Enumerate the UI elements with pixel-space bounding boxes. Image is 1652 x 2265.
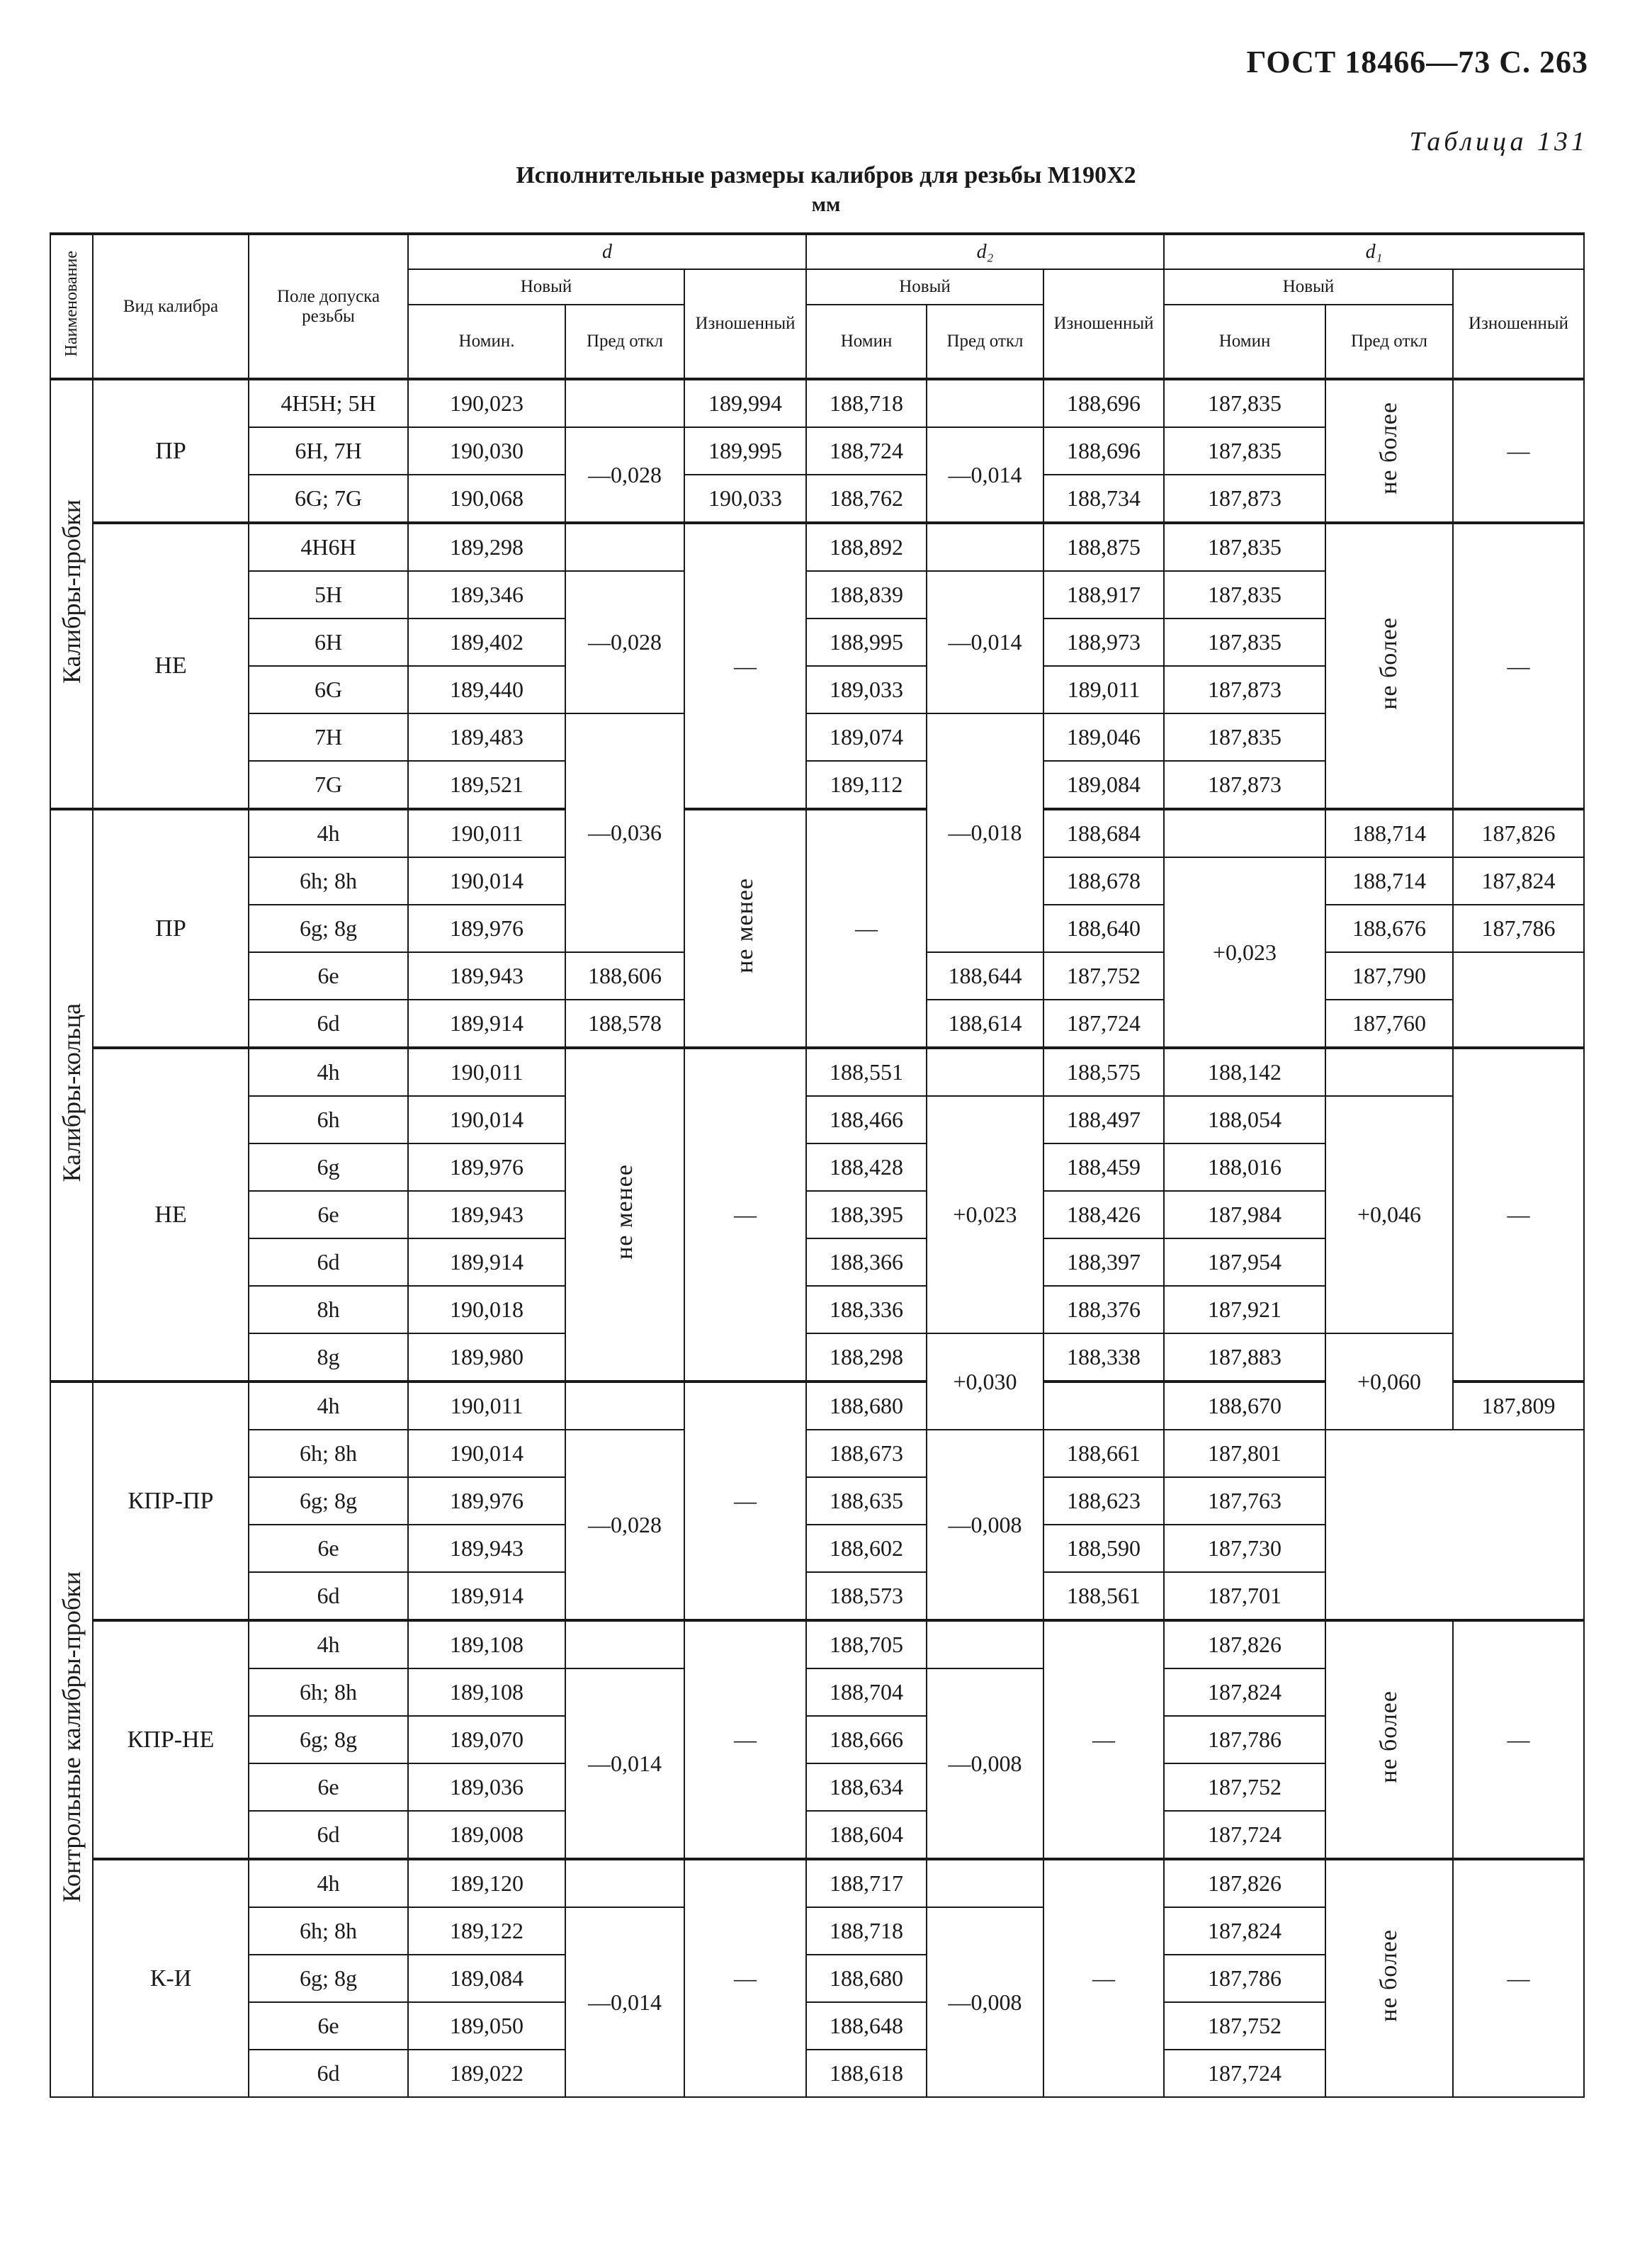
d2-deviation xyxy=(927,1048,1043,1096)
gauge-kind: ПР xyxy=(93,379,249,523)
group-name xyxy=(50,809,93,1382)
table-row xyxy=(50,1859,1584,1907)
d2-worn: 188,973 xyxy=(1043,619,1164,666)
d1-worn: 187,790 xyxy=(1325,952,1453,1000)
d1-nominal: 187,835 xyxy=(1164,571,1325,619)
d-worn: — xyxy=(684,1620,806,1859)
d1-note xyxy=(1325,1620,1453,1859)
d2-worn: 188,696 xyxy=(1043,379,1164,427)
d2-worn: — xyxy=(1043,1620,1164,1859)
d2-nominal: 188,298 xyxy=(806,1333,927,1382)
d2-worn: 188,714 xyxy=(1325,857,1453,905)
d2-nominal: 188,573 xyxy=(806,1572,927,1620)
d1-nominal: 187,824 xyxy=(1453,857,1584,905)
d2-deviation: —0,008 xyxy=(927,1907,1043,2097)
header-d1-new: Новый xyxy=(1164,269,1453,305)
d1-nominal: 187,824 xyxy=(1164,1668,1325,1716)
d1-nominal: 187,835 xyxy=(1164,713,1325,761)
table-row xyxy=(50,379,1584,427)
d2-deviation: —0,018 xyxy=(927,713,1043,952)
tolerance-field: 6Н, 7Н xyxy=(249,427,408,475)
d2-deviation xyxy=(1164,809,1325,857)
d-nominal: 189,050 xyxy=(408,2002,565,2050)
table-unit: мм xyxy=(811,193,841,216)
d-worn: 190,033 xyxy=(684,475,806,523)
d1-worn: — xyxy=(1453,1859,1584,2097)
d1-nominal: 187,786 xyxy=(1164,1955,1325,2002)
gauge-kind: КПР-НЕ xyxy=(93,1620,249,1859)
d-deviation: —0,036 xyxy=(565,713,684,952)
d-nominal: 189,108 xyxy=(408,1668,565,1716)
header-d-new: Новый xyxy=(408,269,684,305)
d-nominal: 190,014 xyxy=(408,1430,565,1477)
d-nominal: 189,914 xyxy=(408,1572,565,1620)
d2-nominal: 188,673 xyxy=(806,1430,927,1477)
table-row xyxy=(50,809,1584,857)
d2-worn: 188,426 xyxy=(1043,1191,1164,1238)
d1-worn: 187,760 xyxy=(1325,1000,1453,1048)
group-name xyxy=(50,379,93,809)
table-row xyxy=(50,523,1584,571)
tolerance-field: 6g; 8g xyxy=(249,1716,408,1763)
d1-nominal: 187,954 xyxy=(1164,1238,1325,1286)
d-deviation: —0,014 xyxy=(565,1668,684,1859)
d2-worn: 188,670 xyxy=(1164,1382,1325,1430)
d2-worn: 189,084 xyxy=(1043,761,1164,809)
tolerance-field: 4h xyxy=(249,1048,408,1096)
tolerance-field: 4Н6Н xyxy=(249,523,408,571)
d-nominal: 189,402 xyxy=(408,619,565,666)
d2-nominal: 189,074 xyxy=(806,713,927,761)
gauge-kind: КПР-ПР xyxy=(93,1382,249,1620)
d-nominal: 189,120 xyxy=(408,1859,565,1907)
d2-worn: 188,875 xyxy=(1043,523,1164,571)
tolerance-field: 6e xyxy=(249,2002,408,2050)
d-nominal: 190,030 xyxy=(408,427,565,475)
d-nominal: 190,014 xyxy=(408,1096,565,1143)
d-worn: — xyxy=(684,1859,806,2097)
d2-nominal: 188,680 xyxy=(806,1955,927,2002)
d2-worn: 188,561 xyxy=(1043,1572,1164,1620)
d2-worn: 188,734 xyxy=(1043,475,1164,523)
group-name xyxy=(50,1382,93,2097)
d1-nominal: 187,752 xyxy=(1164,2002,1325,2050)
d2-worn: 188,497 xyxy=(1043,1096,1164,1143)
d2-worn: 188,661 xyxy=(1043,1430,1164,1477)
d1-nominal: 187,724 xyxy=(1043,1000,1164,1048)
tolerance-field: 6h; 8h xyxy=(249,1430,408,1477)
d2-worn: 188,590 xyxy=(1043,1525,1164,1572)
table-row xyxy=(50,1620,1584,1668)
d-worn: — xyxy=(684,523,806,809)
header-d-nominal: Номин. xyxy=(408,305,565,379)
header-d1: d₁ xyxy=(1164,234,1584,269)
d1-nominal: 187,835 xyxy=(1164,379,1325,427)
d-note xyxy=(565,1048,684,1382)
header-d2-nominal: Номин xyxy=(806,305,927,379)
d1-note xyxy=(1325,523,1453,809)
d1-nominal: 188,016 xyxy=(1164,1143,1325,1191)
d2-deviation: +0,023 xyxy=(1164,857,1325,1048)
d2-nominal: 188,680 xyxy=(806,1382,927,1430)
tolerance-field: 6g; 8g xyxy=(249,1477,408,1525)
gauge-kind: НЕ xyxy=(93,523,249,809)
d1-worn: — xyxy=(1453,1048,1584,1382)
d1-nominal: 187,763 xyxy=(1164,1477,1325,1525)
tolerance-field: 6h; 8h xyxy=(249,857,408,905)
d2-nominal: 188,466 xyxy=(806,1096,927,1143)
d2-worn: 188,644 xyxy=(927,952,1043,1000)
group-name-label: Контрольные калибры-пробки xyxy=(57,1571,86,1903)
d-deviation: —0,028 xyxy=(565,427,684,523)
d1-nominal: 187,730 xyxy=(1164,1525,1325,1572)
d2-worn: 188,696 xyxy=(1043,427,1164,475)
d2-deviation: —0,008 xyxy=(927,1668,1043,1859)
d2-nominal: 188,395 xyxy=(806,1191,927,1238)
d-nominal: 189,914 xyxy=(408,1000,565,1048)
gauge-kind: К-И xyxy=(93,1859,249,2097)
tolerance-field: 6e xyxy=(249,1525,408,1572)
d1-deviation: +0,060 xyxy=(1325,1333,1453,1430)
d1-nominal: 187,883 xyxy=(1164,1333,1325,1382)
tolerance-field: 6d xyxy=(249,1238,408,1286)
d1-nominal: 187,873 xyxy=(1164,475,1325,523)
table-number: Таблица 131 xyxy=(1409,127,1588,157)
d1-nominal: 187,826 xyxy=(1164,1620,1325,1668)
d2-nominal: 188,618 xyxy=(806,2050,927,2097)
table-row xyxy=(50,1096,1584,1143)
gauge-kind: НЕ xyxy=(93,1048,249,1382)
header-d2: d₂ xyxy=(806,234,1164,269)
d-note-label: не менее xyxy=(732,878,758,973)
d1-note-label: не более xyxy=(1376,616,1403,710)
d-nominal: 189,036 xyxy=(408,1763,565,1811)
header-kind: Вид калибра xyxy=(93,234,249,379)
d2-nominal: 188,718 xyxy=(806,1907,927,1955)
tolerance-field: 6G; 7G xyxy=(249,475,408,523)
tolerance-field: 6e xyxy=(249,1191,408,1238)
d2-nominal: 188,578 xyxy=(565,1000,684,1048)
d2-nominal: 188,678 xyxy=(1043,857,1164,905)
d1-nominal: 187,873 xyxy=(1164,761,1325,809)
d2-worn: 188,917 xyxy=(1043,571,1164,619)
d1-nominal: 187,984 xyxy=(1164,1191,1325,1238)
d-nominal: 189,298 xyxy=(408,523,565,571)
header-d2-deviation: Пред откл xyxy=(927,305,1043,379)
tolerance-field: 8h xyxy=(249,1286,408,1333)
d-note xyxy=(684,809,806,1048)
d-worn: — xyxy=(684,1382,806,1620)
tolerance-field: 4h xyxy=(249,1382,408,1430)
tolerance-field: 4h xyxy=(249,1859,408,1907)
d2-nominal: 188,428 xyxy=(806,1143,927,1191)
d2-deviation: —0,014 xyxy=(927,571,1043,713)
d1-nominal: 187,801 xyxy=(1164,1430,1325,1477)
d-nominal: 189,914 xyxy=(408,1238,565,1286)
d2-nominal: 188,336 xyxy=(806,1286,927,1333)
d2-nominal: 188,724 xyxy=(806,427,927,475)
header-d1-deviation: Пред откл xyxy=(1325,305,1453,379)
d2-deviation: +0,023 xyxy=(927,1096,1043,1333)
d-worn: 189,994 xyxy=(684,379,806,427)
group-name-label: Калибры-кольца xyxy=(57,1002,86,1182)
d1-nominal: 187,824 xyxy=(1164,1907,1325,1955)
d-worn: — xyxy=(806,809,927,1048)
d1-nominal: 187,752 xyxy=(1164,1763,1325,1811)
d-nominal: 189,943 xyxy=(408,1191,565,1238)
d1-nominal: 187,835 xyxy=(1164,619,1325,666)
d1-note-label: не более xyxy=(1376,1690,1403,1783)
table-row xyxy=(50,1525,1584,1572)
d2-deviation xyxy=(927,379,1043,427)
tolerance-field: 6g xyxy=(249,1143,408,1191)
d2-nominal: 188,366 xyxy=(806,1238,927,1286)
d2-deviation: +0,030 xyxy=(927,1333,1043,1430)
d-nominal: 190,011 xyxy=(408,809,565,857)
d-nominal: 189,943 xyxy=(408,1525,565,1572)
d2-worn: 188,376 xyxy=(1043,1286,1164,1333)
d-nominal: 189,084 xyxy=(408,1955,565,2002)
d-nominal: 189,980 xyxy=(408,1333,565,1382)
tolerance-field: 7Н xyxy=(249,713,408,761)
tolerance-field: 5Н xyxy=(249,571,408,619)
d2-worn: 189,011 xyxy=(1043,666,1164,713)
d2-nominal: 188,684 xyxy=(1043,809,1164,857)
d-nominal: 190,011 xyxy=(408,1382,565,1430)
d2-deviation xyxy=(927,1620,1043,1668)
tolerance-field: 6G xyxy=(249,666,408,713)
d2-worn: 188,575 xyxy=(1043,1048,1164,1096)
tolerance-field: 6d xyxy=(249,2050,408,2097)
d2-nominal: 188,606 xyxy=(565,952,684,1000)
d1-nominal: 187,835 xyxy=(1164,427,1325,475)
d2-deviation: —0,014 xyxy=(927,427,1043,523)
d1-nominal: 187,786 xyxy=(1164,1716,1325,1763)
d1-note xyxy=(1325,379,1453,523)
table-row xyxy=(50,1477,1584,1525)
d-nominal: 189,976 xyxy=(408,1477,565,1525)
header-d1-nominal: Номин xyxy=(1164,305,1325,379)
d2-nominal: 188,717 xyxy=(806,1859,927,1907)
header-d2-new: Новый xyxy=(806,269,1043,305)
table-row xyxy=(50,1333,1584,1382)
d1-note-label: не более xyxy=(1376,1929,1403,2022)
d2-nominal: 188,640 xyxy=(1043,905,1164,952)
d-note-label: не менее xyxy=(611,1164,638,1260)
d-deviation: —0,028 xyxy=(565,1430,684,1620)
d2-nominal: 188,718 xyxy=(806,379,927,427)
d2-nominal: 188,666 xyxy=(806,1716,927,1763)
table-caption: Исполнительные размеры калибров для резьбы М190Х2 xyxy=(516,162,1136,188)
tolerance-field: 6h xyxy=(249,1096,408,1143)
d-nominal: 189,521 xyxy=(408,761,565,809)
group-name-label: Калибры-пробки xyxy=(57,499,86,684)
d-deviation xyxy=(565,1859,684,1907)
d1-nominal: 187,786 xyxy=(1453,905,1584,952)
d2-worn: 188,614 xyxy=(927,1000,1043,1048)
d1-nominal: 187,921 xyxy=(1164,1286,1325,1333)
d2-nominal: 189,033 xyxy=(806,666,927,713)
d2-nominal: 188,634 xyxy=(806,1763,927,1811)
header-name: Наименование xyxy=(50,234,93,379)
d2-worn: 189,046 xyxy=(1043,713,1164,761)
d2-deviation xyxy=(927,523,1043,571)
header-tolerance: Поле допуска резьбы xyxy=(249,234,408,379)
d-nominal: 190,011 xyxy=(408,1048,565,1096)
d2-deviation: —0,008 xyxy=(927,1430,1043,1620)
d1-nominal: 187,752 xyxy=(1043,952,1164,1000)
d2-nominal: 188,648 xyxy=(806,2002,927,2050)
gauge-kind: ПР xyxy=(93,809,249,1048)
d-deviation xyxy=(565,1620,684,1668)
d2-worn: 188,676 xyxy=(1325,905,1453,952)
tolerance-field: 6h; 8h xyxy=(249,1668,408,1716)
header-d-worn: Изношенный xyxy=(684,269,806,379)
d-nominal: 189,976 xyxy=(408,905,565,952)
d1-nominal: 187,826 xyxy=(1164,1859,1325,1907)
d-nominal: 189,008 xyxy=(408,1811,565,1859)
d1-deviation xyxy=(1325,1048,1453,1096)
tolerance-field: 6d xyxy=(249,1000,408,1048)
header-d-deviation: Пред откл xyxy=(565,305,684,379)
tolerance-field: 6d xyxy=(249,1811,408,1859)
header-d1-worn: Изношенный xyxy=(1453,269,1584,379)
page-header: ГОСТ 18466—73 С. 263 xyxy=(1246,45,1588,79)
tolerance-field: 8g xyxy=(249,1333,408,1382)
tolerance-field: 6Н xyxy=(249,619,408,666)
tolerance-field: 6e xyxy=(249,952,408,1000)
d1-nominal: 187,701 xyxy=(1164,1572,1325,1620)
d1-note xyxy=(1325,1859,1453,2097)
d2-nominal: 189,112 xyxy=(806,761,927,809)
d-nominal: 189,070 xyxy=(408,1716,565,1763)
d1-nominal: 187,873 xyxy=(1164,666,1325,713)
tolerance-field: 4h xyxy=(249,809,408,857)
d1-nominal: 188,142 xyxy=(1164,1048,1325,1096)
tolerance-field: 4Н5Н; 5Н xyxy=(249,379,408,427)
d1-deviation: +0,046 xyxy=(1325,1096,1453,1333)
tolerance-field: 6d xyxy=(249,1572,408,1620)
d1-nominal: 188,054 xyxy=(1164,1096,1325,1143)
d2-worn: 188,397 xyxy=(1043,1238,1164,1286)
d-nominal: 190,068 xyxy=(408,475,565,523)
d1-nominal: 187,809 xyxy=(1453,1382,1584,1430)
d1-nominal: 187,826 xyxy=(1453,809,1584,857)
table-row xyxy=(50,1572,1584,1620)
d-nominal: 189,108 xyxy=(408,1620,565,1668)
header-d: d xyxy=(408,234,806,269)
d2-nominal: 188,762 xyxy=(806,475,927,523)
d1-worn: — xyxy=(1453,523,1584,809)
d-deviation xyxy=(565,523,684,571)
d2-nominal: 188,705 xyxy=(806,1620,927,1668)
tolerance-field: 7G xyxy=(249,761,408,809)
d-worn: — xyxy=(684,1048,806,1382)
d2-nominal: 188,892 xyxy=(806,523,927,571)
tolerance-field: 6g; 8g xyxy=(249,905,408,952)
d2-worn: 188,338 xyxy=(1043,1333,1164,1382)
d-worn: 189,995 xyxy=(684,427,806,475)
d1-nominal: 187,724 xyxy=(1164,2050,1325,2097)
d2-nominal: 188,995 xyxy=(806,619,927,666)
table-row xyxy=(50,1430,1584,1477)
d1-note-label: не более xyxy=(1376,402,1403,495)
d-deviation: —0,028 xyxy=(565,571,684,713)
d-nominal: 189,976 xyxy=(408,1143,565,1191)
d-deviation xyxy=(565,379,684,427)
d1-nominal: 187,835 xyxy=(1164,523,1325,571)
d-deviation xyxy=(565,1382,684,1430)
tolerance-field: 4h xyxy=(249,1620,408,1668)
d2-worn: 188,714 xyxy=(1325,809,1453,857)
d-nominal: 189,440 xyxy=(408,666,565,713)
d-nominal: 190,018 xyxy=(408,1286,565,1333)
gauge-dimensions-table xyxy=(50,232,1585,2098)
d2-nominal: 188,551 xyxy=(806,1048,927,1096)
d2-nominal: 188,602 xyxy=(806,1525,927,1572)
d-nominal: 189,346 xyxy=(408,571,565,619)
tolerance-field: 6e xyxy=(249,1763,408,1811)
d2-worn: — xyxy=(1043,1859,1164,2097)
d2-nominal: 188,604 xyxy=(806,1811,927,1859)
d2-nominal: 188,635 xyxy=(806,1477,927,1525)
d-nominal: 190,023 xyxy=(408,379,565,427)
d2-nominal: 188,704 xyxy=(806,1668,927,1716)
d1-nominal: 187,724 xyxy=(1164,1811,1325,1859)
d1-worn: — xyxy=(1453,1620,1584,1859)
d2-worn: 188,623 xyxy=(1043,1477,1164,1525)
tolerance-field: 6g; 8g xyxy=(249,1955,408,2002)
d-nominal: 189,943 xyxy=(408,952,565,1000)
d-nominal: 189,122 xyxy=(408,1907,565,1955)
table-row xyxy=(50,1048,1584,1096)
d-nominal: 189,483 xyxy=(408,713,565,761)
d-nominal: 189,022 xyxy=(408,2050,565,2097)
header-d2-worn: Изношенный xyxy=(1043,269,1164,379)
d2-deviation xyxy=(927,1859,1043,1907)
d1-worn: — xyxy=(1453,379,1584,523)
tolerance-field: 6h; 8h xyxy=(249,1907,408,1955)
d2-deviation xyxy=(1043,1382,1164,1430)
d2-worn: 188,459 xyxy=(1043,1143,1164,1191)
d-deviation: —0,014 xyxy=(565,1907,684,2097)
d2-nominal: 188,839 xyxy=(806,571,927,619)
d-nominal: 190,014 xyxy=(408,857,565,905)
